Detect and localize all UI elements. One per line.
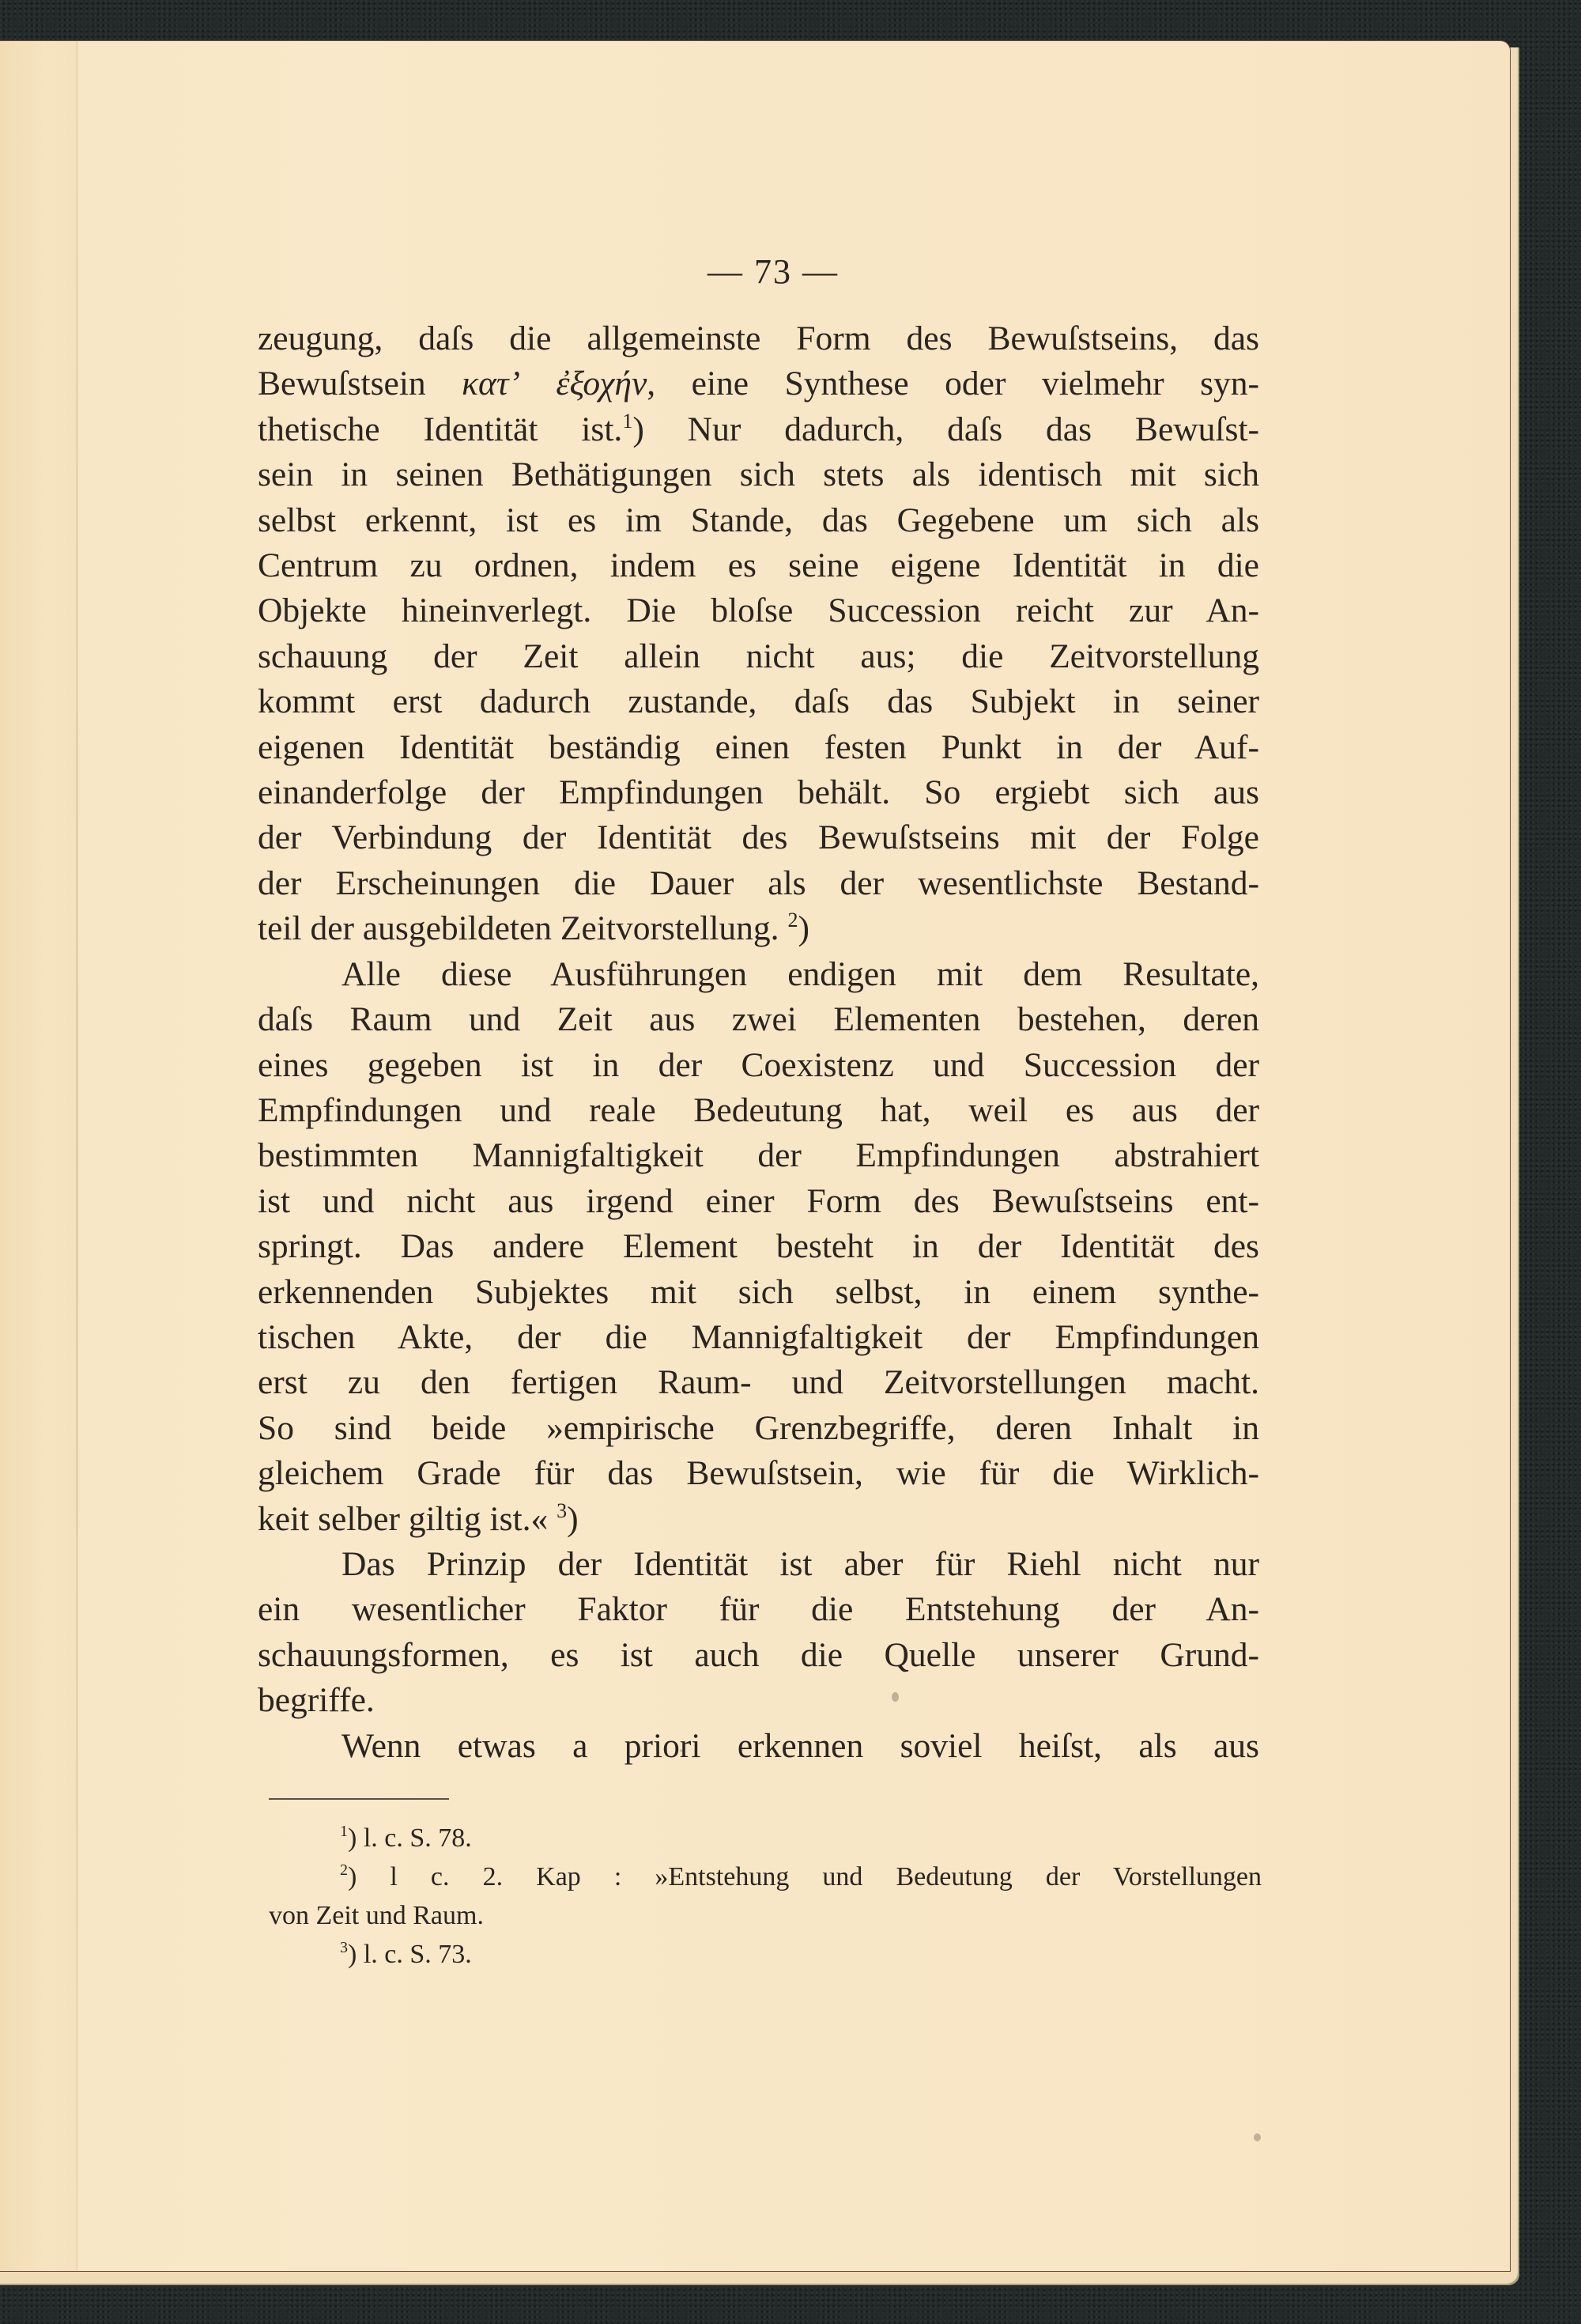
line-text: Das Prinzip der Identität ist aber für Riehl nicht nur — [341, 1544, 1259, 1583]
footnote — [269, 1935, 1262, 1974]
footnote-mark: 3 — [340, 1939, 348, 1956]
line-text: Bewuſstsein — [258, 365, 462, 403]
line-text: ) — [567, 1499, 579, 1538]
line-text: erst zu den fertigen Raum- und Zeitvorstellungen macht. — [258, 1363, 1259, 1402]
text-line — [258, 1315, 1259, 1360]
footnote — [269, 1896, 1262, 1935]
text-line — [258, 1451, 1259, 1496]
text-line — [258, 316, 1259, 361]
text-line — [258, 634, 1259, 679]
footnote-text: ) l. c. S. 73. — [348, 1940, 472, 1969]
line-text: keit selber giltig ist.« — [258, 1499, 557, 1538]
footnote-separator-rule — [269, 1798, 449, 1800]
footnote — [269, 1857, 1262, 1896]
line-text: bestimmten Mannigfaltigkeit der Empfindungen abstrahiert — [258, 1136, 1259, 1175]
text-line — [258, 1088, 1259, 1133]
line-text: erkennenden Subjektes mit sich selbst, in einem synthe- — [258, 1272, 1259, 1311]
line-text: Empfindungen und reale Bedeutung hat, weil es aus der — [258, 1090, 1259, 1129]
footnote-mark: 2 — [340, 1861, 348, 1879]
text-line — [258, 498, 1259, 543]
footnote-reference: 1 — [622, 409, 633, 433]
text-line — [258, 543, 1259, 588]
footnote-text: ) l c. 2. Kap : »Entstehung und Bedeutung der Vorstellungen — [348, 1862, 1262, 1891]
text-line — [258, 1270, 1259, 1315]
text-line — [258, 407, 1259, 452]
line-text: schauung der Zeit allein nicht aus; die Zeitvorstellung — [258, 637, 1259, 675]
text-line — [258, 815, 1259, 860]
line-text: eines gegeben ist in der Coexistenz und Succession der — [258, 1045, 1259, 1084]
line-text: springt. Das andere Element besteht in der Identität des — [258, 1227, 1259, 1266]
text-line — [258, 997, 1259, 1042]
text-line — [258, 861, 1259, 906]
page-fold-crease — [76, 41, 78, 2271]
text-line — [258, 1724, 1259, 1769]
line-text: sein in seinen Bethätigungen sich stets als identisch mit sich — [258, 455, 1259, 494]
greek-phrase: κατʼ ἐξοχήν — [462, 365, 647, 403]
line-text: eigenen Identität beständig einen festen Punkt in der Auf- — [258, 727, 1259, 766]
text-line — [258, 725, 1259, 770]
text-line — [258, 1542, 1259, 1587]
line-text: teil der ausgebildeten Zeitvorstellung. — [258, 909, 788, 948]
footnote-text: von Zeit und Raum. — [269, 1901, 484, 1930]
text-line — [258, 952, 1259, 997]
line-text: Centrum zu ordnen, indem es seine eigene Identität in die — [258, 546, 1259, 585]
text-line — [258, 1633, 1259, 1678]
text-line — [258, 679, 1259, 724]
text-line — [258, 1224, 1259, 1269]
line-text: , eine Synthese oder vielmehr syn- — [647, 365, 1259, 403]
paper-speck — [1254, 2133, 1261, 2141]
line-text: der Verbindung der Identität des Bewuſstseins mit der Folge — [258, 818, 1259, 857]
line-text: Wenn etwas a priori erkennen soviel heiſst, als aus — [341, 1726, 1259, 1765]
line-text: Alle diese Ausführungen endigen mit dem Resultate, — [341, 954, 1259, 993]
footnotes — [269, 1819, 1262, 1974]
line-text: kommt erst dadurch zustande, daſs das Subjekt in seiner — [258, 682, 1259, 721]
line-text: ) — [798, 909, 809, 948]
line-text: begriffe. — [258, 1681, 375, 1720]
footnote-text: ) l. c. S. 78. — [348, 1823, 472, 1853]
text-line — [258, 1043, 1259, 1088]
text-line — [258, 906, 1259, 951]
text-line — [258, 770, 1259, 815]
line-text: selbst erkennt, ist es im Stande, das Gegebene um sich als — [258, 501, 1259, 539]
line-text: gleichem Grade für das Bewuſstsein, wie für die Wirklich- — [258, 1454, 1259, 1493]
line-text: tischen Akte, der die Mannigfaltigkeit der Empfindungen — [258, 1317, 1259, 1356]
text-line — [258, 1587, 1259, 1632]
text-line — [258, 1133, 1259, 1178]
footnote-reference: 3 — [557, 1498, 568, 1522]
line-text: schauungsformen, es ist auch die Quelle unserer Grund- — [258, 1635, 1259, 1674]
line-text: thetische Identität ist. — [258, 410, 623, 448]
text-line — [258, 1678, 1259, 1723]
text-line — [258, 1497, 1259, 1542]
footnote — [269, 1819, 1262, 1857]
line-text: ) Nur dadurch, daſs das Bewuſst- — [632, 410, 1259, 448]
line-text: daſs Raum und Zeit aus zwei Elementen bestehen, deren — [258, 1000, 1259, 1039]
footnote-mark: 1 — [340, 1823, 348, 1840]
page-number: — 73 — — [707, 252, 839, 291]
line-text: einanderfolge der Empfindungen behält. So ergiebt sich aus — [258, 773, 1259, 812]
line-text: So sind beide »empirische Grenzbegriffe, deren Inhalt in — [258, 1408, 1259, 1447]
text-line — [258, 1179, 1259, 1224]
line-text: Objekte hineinverlegt. Die bloſse Succession reicht zur An- — [258, 591, 1259, 630]
line-text: ist und nicht aus irgend einer Form des Bewuſstseins ent- — [258, 1181, 1259, 1220]
text-line — [258, 1360, 1259, 1405]
text-line — [258, 1406, 1259, 1451]
line-text: ein wesentlicher Faktor für die Entstehung der An- — [258, 1590, 1259, 1629]
line-text: der Erscheinungen die Dauer als der wesentlichste Bestand- — [258, 863, 1259, 902]
line-text: zeugung, daſs die allgemeinste Form des Bewuſstseins, das — [258, 319, 1259, 357]
text-line — [258, 452, 1259, 497]
footnote-reference: 2 — [787, 909, 798, 932]
body-text — [258, 316, 1259, 1769]
text-line — [258, 588, 1259, 633]
text-line — [258, 361, 1259, 406]
